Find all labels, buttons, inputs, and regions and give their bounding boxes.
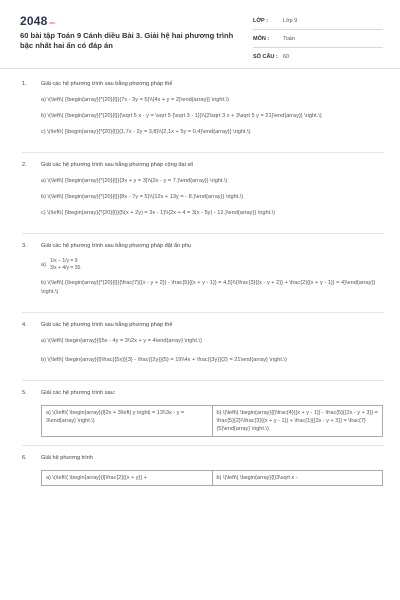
- problem-title: Giải các hệ phương trình sau bằng phương pháp đặt ẩn phụ: [41, 243, 192, 249]
- logo-suffix: .vn: [48, 20, 55, 25]
- meta-row-class: [253, 12, 383, 30]
- problem-title: Giải hệ phương trình: [41, 455, 93, 461]
- problem-6: [22, 446, 384, 494]
- meta-value: Toán: [283, 35, 295, 42]
- page-header: [0, 0, 400, 69]
- item-label: a): [41, 261, 46, 268]
- fraction-system: [22, 258, 384, 272]
- problem-table: [41, 470, 383, 486]
- table-cell: a) \(\left\{ \begin{array}{l}\frac{2}{{x + y}} +: [42, 471, 213, 486]
- problem-number: 4.: [22, 322, 27, 328]
- problem-1: [22, 72, 384, 153]
- meta-value: 60: [283, 53, 290, 60]
- meta-info: [253, 12, 383, 65]
- problem-2: [22, 153, 384, 234]
- problem-4: [22, 313, 384, 381]
- problem-item: c) \(\left\{ {\begin{array}{*{20}{l}}{5(x + 2y) = 3x - 1}\\{2x + 4 = 3(x - 5y) - 12.}\end{array}} \right.\): [41, 210, 276, 216]
- problem-number: 3.: [22, 243, 27, 249]
- problem-table: [41, 405, 383, 437]
- meta-key: LỚP :: [253, 17, 268, 24]
- problem-item: a) \(\left\{ {\begin{array}{*{20}{l}}{3x + y = 3}\\{2x - y = 7.}\end{array}} \right.\): [41, 178, 228, 184]
- equation-line: 3/x + 4/y = 35.: [49, 265, 82, 271]
- problem-item: b) \(\left\{ {\begin{array}{*{20}{l}}{\sqrt 5 x - y = \sqrt 5 {\sqrt 3 - 1}}\\{2\sqrt 3 x + 3\sqrt 5 y = 21}\end{array}} \right.\): [41, 113, 322, 119]
- problem-title: Giải các hệ phương trình sau bằng phương pháp thế: [41, 322, 173, 328]
- logo[interactable]: [20, 14, 55, 28]
- problem-title: Giải các hệ phương trình sau bằng phương pháp thế: [41, 81, 173, 87]
- problem-item: a) \(\left\{ {\begin{array}{*{20}{l}}{7x - 3y = 5}\\{4x + y = 2}\end{array}} \right.\): [41, 97, 229, 103]
- meta-key: MÔN :: [253, 35, 270, 42]
- problem-number: 2.: [22, 162, 27, 168]
- meta-row-count: [253, 48, 383, 65]
- problem-number: 6.: [22, 455, 27, 461]
- problem-number: 5.: [22, 390, 27, 396]
- meta-value: Lớp 9: [283, 17, 298, 24]
- problem-3: [22, 234, 384, 313]
- problem-item: b) \(\left\{ {\begin{array}{*{20}{l}}{8x - 7y = 5}\\{12x + 13y = - 8.}\end{array}} \right.\): [41, 194, 244, 200]
- problem-item: a) \(\left\{ \begin{array}{l}5x - 4y = 3\\2x + y = 4\end{array} \right.\): [41, 338, 202, 344]
- problem-title: Giải các hệ phương trình sau:: [41, 390, 116, 396]
- document-title: 60 bài tập Toán 9 Cánh diều Bài 3. Giải hệ hai phương trình bậc nhất hai ẩn có đáp án: [20, 31, 234, 50]
- problem-number: 1.: [22, 81, 27, 87]
- meta-row-subject: [253, 30, 383, 48]
- table-cell: b) \(\left\{ \begin{array}{l}3\sqrt x -: [212, 471, 383, 486]
- meta-key: SỐ CÂU :: [253, 53, 278, 60]
- problem-5: [22, 381, 384, 446]
- equation-line: 1/x − 1/y = 9: [49, 258, 78, 264]
- problem-title: Giải các hệ phương trình sau bằng phương pháp cộng đại số: [41, 162, 194, 168]
- problem-item: b) \(\left\{ {\begin{array}{*{20}{l}}{\frac{7}{{x - y + 2}} - \frac{5}{{x + y - 1}} = 4,5}\\{\frac{3}{{x - y + 2}} + \frac{2}{{x + y - 1}} = 4}\end{array}} \right.\): [41, 280, 376, 295]
- table-cell: b) \(\left\{ \begin{array}{l}\frac{4}{{x + y - 1}} - \frac{5}{{2x - y + 3}} = \frac{5}{2}\\\frac{3}{{x + y - 1}} + \frac{1}{{2x - y + 3}} = \frac{7}{5}\end{array} \right.\): [212, 406, 383, 437]
- problem-list: [22, 72, 384, 494]
- problem-item: c) \(\left\{ {\begin{array}{*{20}{l}}{1,7x - 2y = 3,8}\\{2,1x + 5y = 0,4}\end{array}} \right.\): [41, 129, 251, 135]
- problem-item: b) \(\left\{ \begin{array}{l}\frac{{5x}}{3} - \frac{{2y}}{5} = 19\\4x + \frac{{3y}}{2} = 21\end{array} \right.\): [41, 357, 287, 363]
- logo-text: 2048: [20, 14, 48, 28]
- table-cell: a) \(\left\{ \begin{array}{l}2x + 3\left| y \right| = 13\\3x - y = 3\end{array} \right.\): [42, 406, 213, 437]
